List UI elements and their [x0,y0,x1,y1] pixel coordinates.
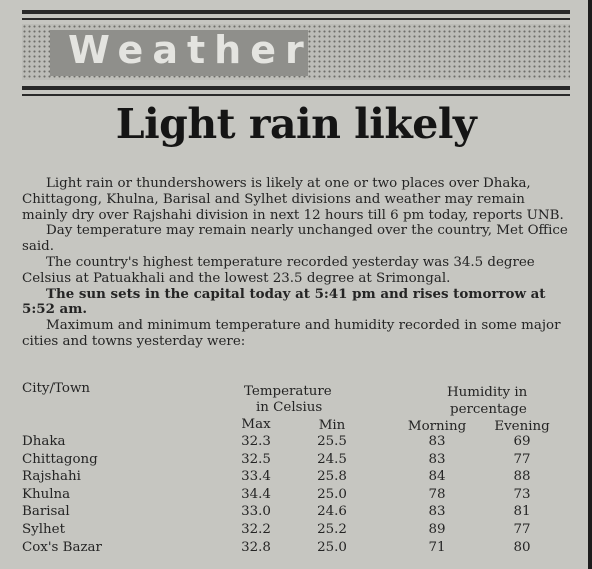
top-rule [22,10,570,14]
city-cell: Cox's Bazar [22,539,102,555]
max-temp-cell: 32.5 [241,451,271,467]
evening-humidity-cell: 77 [513,522,531,537]
city-cell: Rajshahi [22,469,81,485]
section-label: Weather [68,28,313,72]
paragraph: The country's highest temperature recorded yesterday was 34.5 degree Celsius at Patuakhali and the lowest 23.5 degree at Srimongal. [22,254,535,286]
evening-humidity-cell: 77 [513,451,531,467]
city-column-header: City/Town [22,381,91,396]
weather-table [22,381,574,561]
morning-humidity-cell: 89 [428,522,446,537]
max-temp-cell: 32.3 [241,434,271,449]
temperature-header-unit: in Celsius [256,400,323,415]
min-temp-cell: 25.8 [317,469,347,485]
max-column-header: Max [241,417,271,432]
paragraph: Light rain or thundershowers is likely at one or two places over Dhaka, Chittagong, Khulna, Barisal and Sylhet divisions and weather may remain mainly dry over Rajshahi division in next 12 hours till 6 pm today, reports UNB. [22,176,564,223]
min-column-header: Min [318,418,346,433]
morning-humidity-cell: 78 [428,486,446,502]
evening-humidity-cell: 81 [513,504,531,520]
right-edge-rule [588,0,592,569]
paragraph: Day temperature may remain nearly unchanged over the country, Met Office said. [22,223,568,255]
morning-humidity-cell: 71 [428,539,446,555]
min-temp-cell: 24.6 [317,504,347,520]
banner-bottom-rule [22,86,570,90]
headline: Light rain likely [115,100,477,148]
max-temp-cell: 33.4 [241,469,271,485]
temperature-header: Temperature [244,384,332,399]
article-body [22,176,574,350]
city-cell: Chittagong [22,451,98,467]
evening-humidity-cell: 73 [513,486,531,502]
max-temp-cell: 34.4 [241,486,271,502]
evening-humidity-cell: 69 [513,434,531,449]
city-cell: Sylhet [22,522,65,537]
min-temp-cell: 25.5 [317,434,347,449]
morning-humidity-cell: 83 [428,451,446,467]
city-cell: Dhaka [22,434,66,449]
max-temp-cell: 32.8 [241,539,271,555]
min-temp-cell: 25.2 [317,522,347,537]
morning-humidity-cell: 83 [428,434,446,449]
min-temp-cell: 24.5 [317,451,347,467]
humidity-header: Humidity in [447,385,528,400]
city-cell: Barisal [22,504,70,520]
humidity-header-unit: percentage [450,402,527,417]
morning-humidity-cell: 84 [428,469,446,485]
min-temp-cell: 25.0 [317,539,347,555]
evening-column-header: Evening [494,419,550,434]
city-cell: Khulna [22,486,71,502]
top-rule-thin [22,18,570,20]
max-temp-cell: 32.2 [241,522,271,537]
paragraph: Maximum and minimum temperature and humidity recorded in some major cities and towns yesterday were: [22,318,561,349]
evening-humidity-cell: 88 [513,469,531,485]
max-temp-cell: 33.0 [241,504,271,520]
paragraph-sun-times: The sun sets in the capital today at 5:41 pm and rises tomorrow at 5:52 am. [22,285,546,318]
min-temp-cell: 25.0 [317,486,347,502]
morning-humidity-cell: 83 [428,504,446,520]
banner-bottom-rule-thin [22,94,570,96]
evening-humidity-cell: 80 [513,539,531,555]
morning-column-header: Morning [407,419,467,434]
